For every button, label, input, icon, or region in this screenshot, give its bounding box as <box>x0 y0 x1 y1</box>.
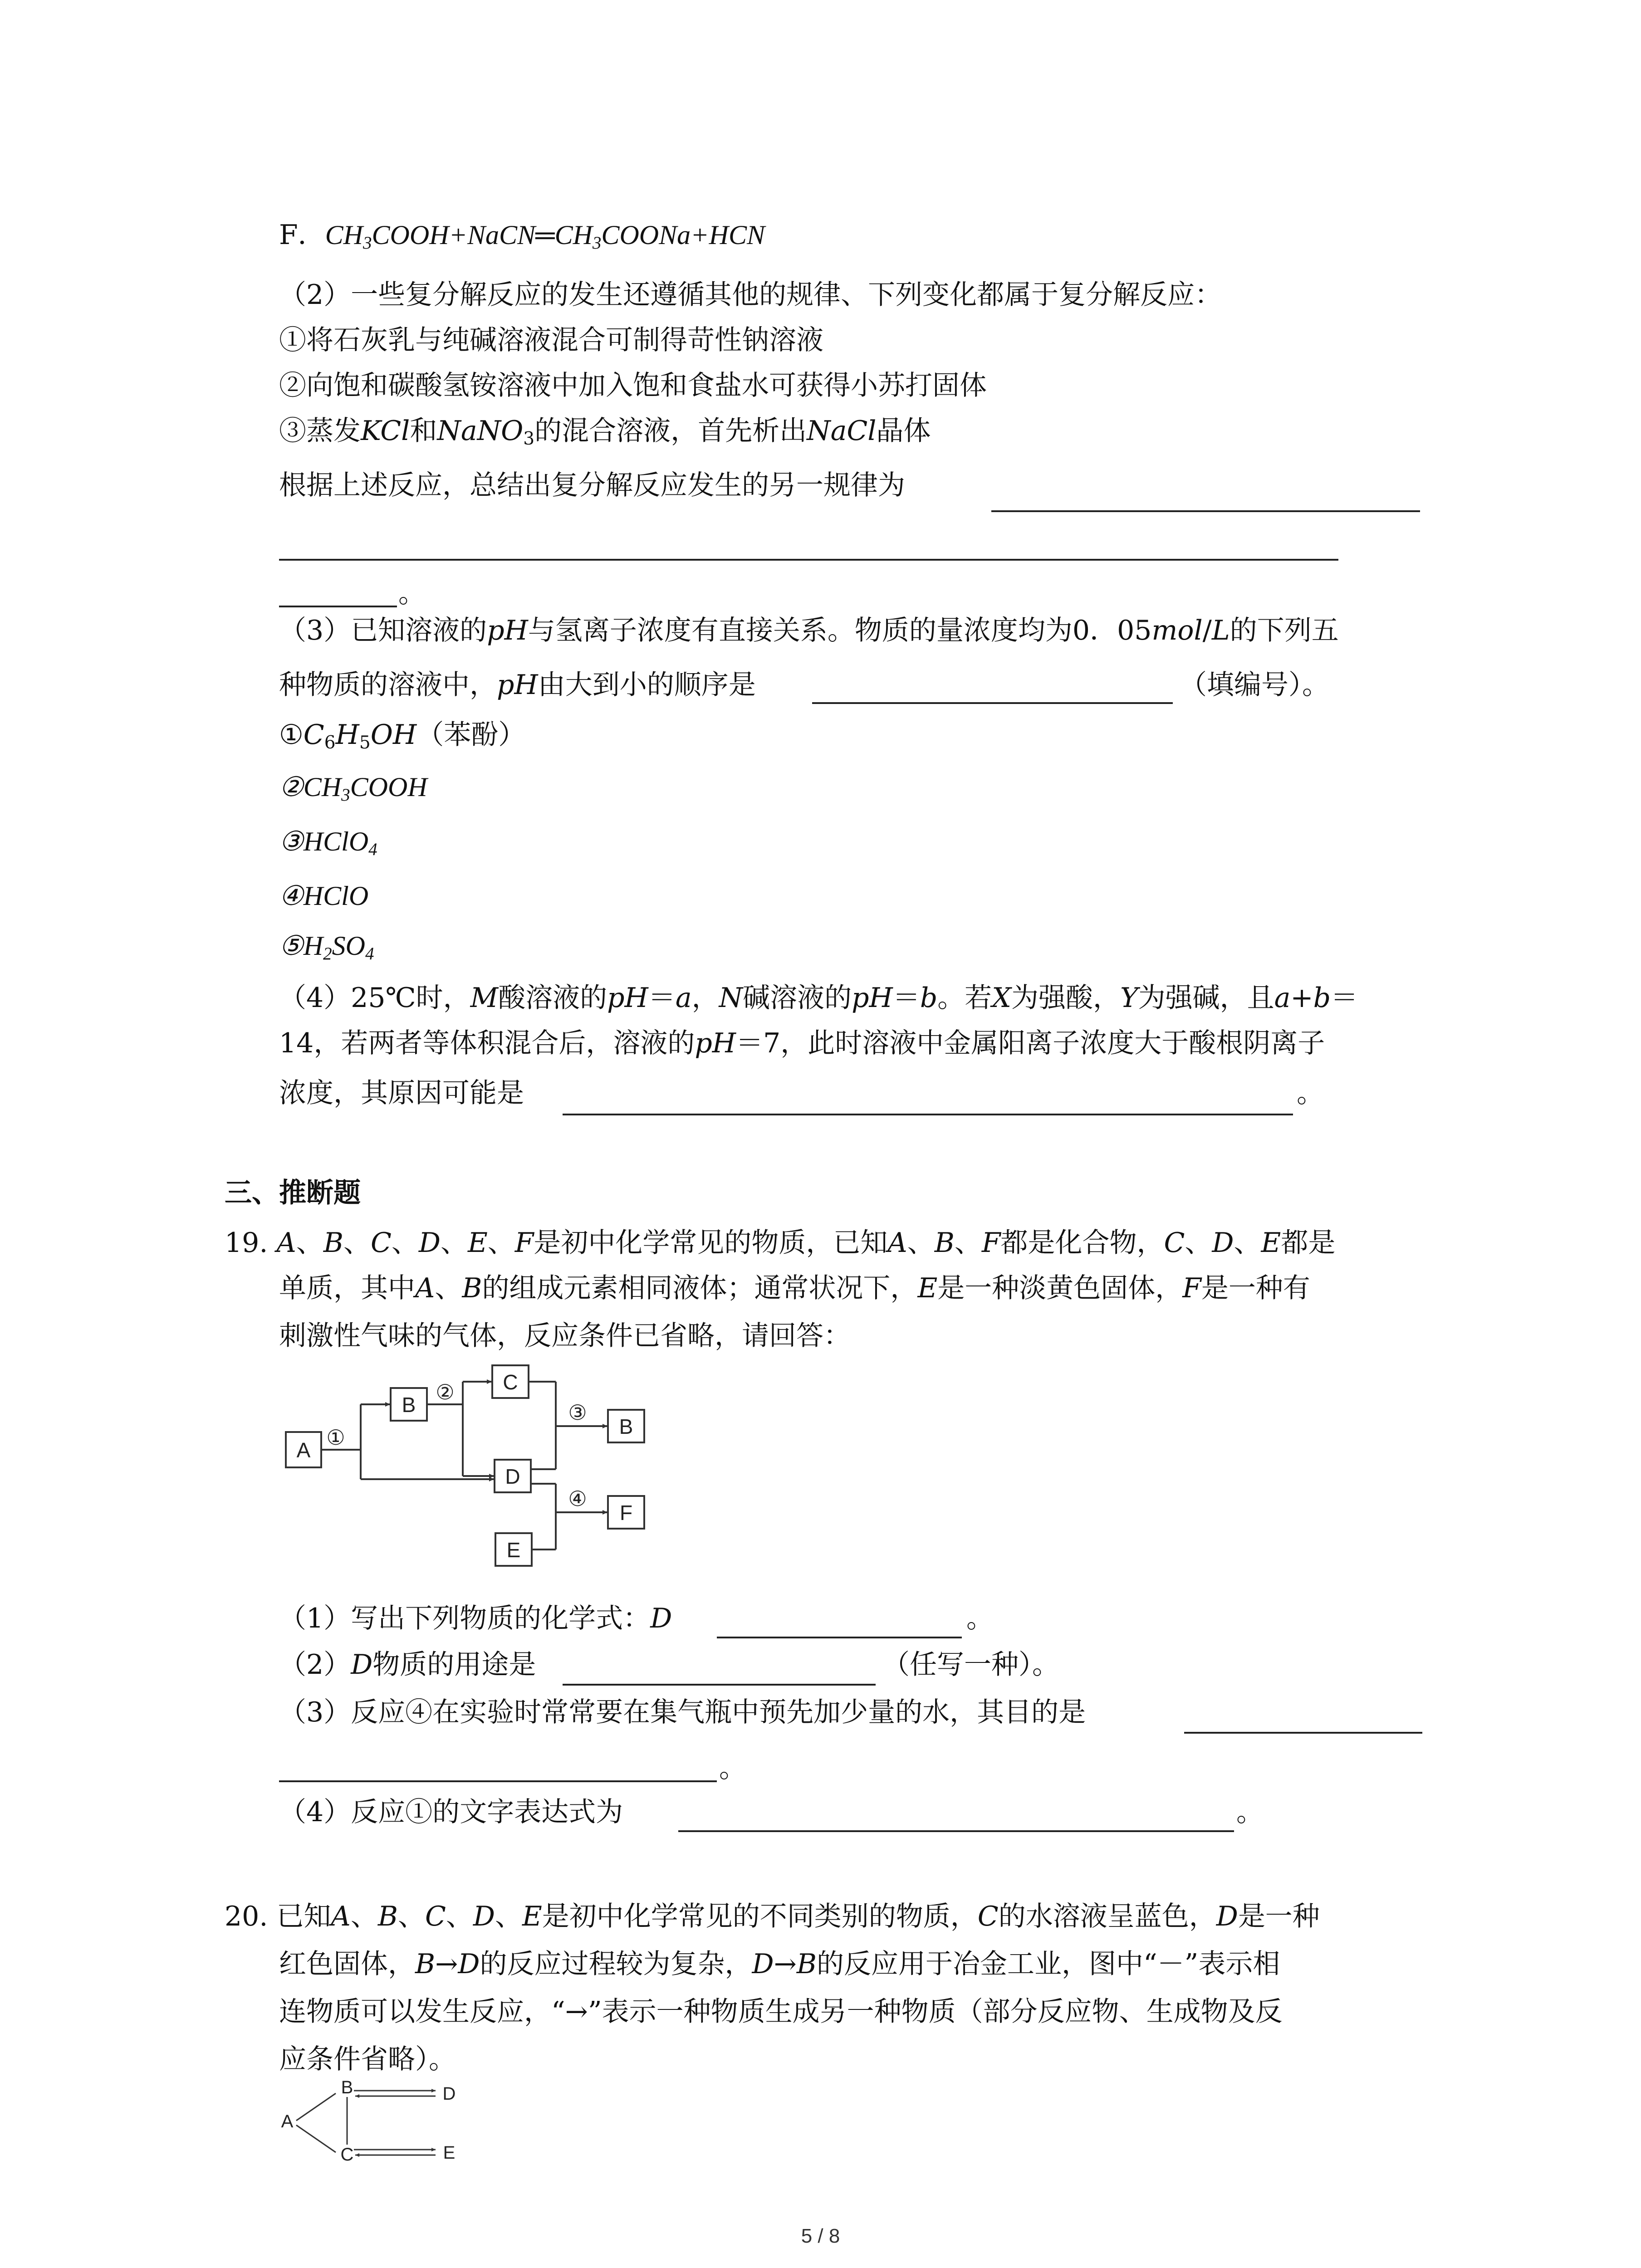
box-a-label: A <box>296 1438 311 1462</box>
box-d-label: D <box>505 1465 520 1488</box>
q18-part3-option-4: ④HClO <box>279 881 369 911</box>
q18-part3-option-2: $②CH_3COOH$ <box>279 772 427 805</box>
node-b-label: B <box>341 2080 353 2097</box>
q19-sub3-period: 。 <box>719 1752 746 1784</box>
q18-part3-option-1: $①C_6H_5OH$（苯酚） <box>279 719 526 753</box>
q19-sub4-period: 。 <box>1236 1796 1264 1828</box>
q18-part3-line2: 种物质的溶液中，pH由大到小的顺序是 <box>279 669 756 701</box>
q18-part3-fill-note: （填编号）。 <box>1180 669 1329 701</box>
step-1-label: ① <box>326 1426 345 1449</box>
q19-line3: 刺激性气味的气体，反应条件已省略，请回答： <box>279 1320 851 1352</box>
step-2-label: ② <box>436 1380 455 1404</box>
box-f-label: F <box>619 1501 633 1525</box>
q18-part2-item2: ②向饱和碳酸氢铵溶液中加入饱和食盐水可获得小苏打固体 <box>279 370 987 401</box>
q19-sub2-answer-blank[interactable] <box>563 1684 876 1686</box>
q18-part3-option-5: $⑤H_2SO_4$ <box>279 931 374 963</box>
q18-part4-line2: 14，若两者等体积混合后，溶液的pH＝7，此时溶液中金属阳离子浓度大于酸根阴离子 <box>279 1027 1325 1059</box>
page-number: 5 / 8 <box>801 2225 840 2247</box>
q18-part2-item1: ①将石灰乳与纯碱溶液混合可制得苛性钠溶液 <box>279 324 823 356</box>
node-d-label: D <box>442 2084 456 2104</box>
q18-part3-option-3: ③HClO$_4$ <box>279 826 377 859</box>
q19-line2: 单质，其中A、B的组成元素相同液体；通常状况下，E是一种淡黄色固体，F是一种有 <box>279 1272 1310 1304</box>
q18-part4-answer-blank[interactable] <box>563 1114 1293 1115</box>
q20-line1: 20. 已知A、B、C、D、E是初中化学常见的不同类别的物质，C的水溶液呈蓝色，D是一种 <box>225 1901 1320 1932</box>
box-b-first-label: B <box>402 1393 416 1417</box>
box-e-label: E <box>506 1538 521 1562</box>
option-f: F．$CH_3COOH+NaCN═CH_3COONa+HCN$ <box>279 219 765 253</box>
q19-sub2-note: （任写一种）。 <box>882 1649 1059 1681</box>
step-4-label: ④ <box>568 1487 587 1510</box>
q18-part3-line1: （3）已知溶液的pH与氢离子浓度有直接关系。物质的量浓度均为0．05mol/L的下列五 <box>279 615 1339 646</box>
q20-relation-diagram <box>279 2080 470 2170</box>
q19-sub3: （3）反应④在实验时常常要在集气瓶中预先加少量的水，其目的是 <box>279 1696 1086 1728</box>
q18-part3-answer-blank[interactable] <box>812 702 1173 704</box>
q20-line4: 应条件省略）。 <box>279 2043 456 2075</box>
q20-line3: 连物质可以发生反应，“→”表示一种物质生成另一种物质（部分反应物、生成物及反 <box>279 1996 1283 2028</box>
q18-part4-period: 。 <box>1297 1077 1324 1109</box>
box-c-label: C <box>503 1370 518 1394</box>
q18-part2-answer-blank-2[interactable] <box>279 559 1338 561</box>
q19-flow-diagram <box>279 1359 669 1594</box>
q19-sub2: （2）D物质的用途是 <box>279 1649 536 1681</box>
q18-part2-period: 。 <box>398 577 426 609</box>
box-b-second-label: B <box>619 1415 633 1438</box>
q19-line1: 19. A、B、C、D、E、F是初中化学常见的物质，已知A、B、F都是化合物，C、D、E都是 <box>225 1227 1336 1259</box>
q18-part2-answer-blank-1[interactable] <box>991 510 1420 512</box>
q19-sub1: （1）写出下列物质的化学式：D <box>279 1603 672 1634</box>
option-f-equation: $CH_3COOH+NaCN═CH_3COONa+HCN$ <box>325 220 765 253</box>
q19-sub1-answer-blank[interactable] <box>717 1637 962 1638</box>
section-title: 三、推断题 <box>225 1177 361 1209</box>
q19-sub4-answer-blank[interactable] <box>678 1830 1234 1832</box>
node-a-label: A <box>281 2112 294 2131</box>
q19-sub1-period: 。 <box>966 1603 994 1634</box>
q19-sub3-answer-blank-2[interactable] <box>279 1780 717 1782</box>
q18-part4-line1: （4）25℃时，M酸溶液的pH＝a，N碱溶液的pH＝b。若X为强酸，Y为强碱，且a+b＝ <box>279 982 1358 1014</box>
q19-sub3-answer-blank-1[interactable] <box>1184 1732 1422 1734</box>
q18-part2-answer-blank-3[interactable] <box>279 606 397 607</box>
step-3-label: ③ <box>568 1401 587 1424</box>
node-c-label: C <box>340 2145 354 2165</box>
q19-sub4: （4）反应①的文字表达式为 <box>279 1796 623 1828</box>
q20-line2: 红色固体，B→D的反应过程较为复杂，D→B的反应用于冶金工业，图中“－”表示相 <box>279 1948 1280 1980</box>
node-e-label: E <box>443 2143 456 2163</box>
q18-part2-item3: ③蒸发KCl和NaNO$_3$的混合溶液，首先析出NaCl晶体 <box>279 415 931 449</box>
q18-part2-intro: （2）一些复分解反应的发生还遵循其他的规律、下列变化都属于复分解反应： <box>279 279 1222 311</box>
q18-part2-question: 根据上述反应，总结出复分解反应发生的另一规律为 <box>279 469 905 501</box>
q18-part4-line3: 浓度，其原因可能是 <box>279 1077 524 1109</box>
